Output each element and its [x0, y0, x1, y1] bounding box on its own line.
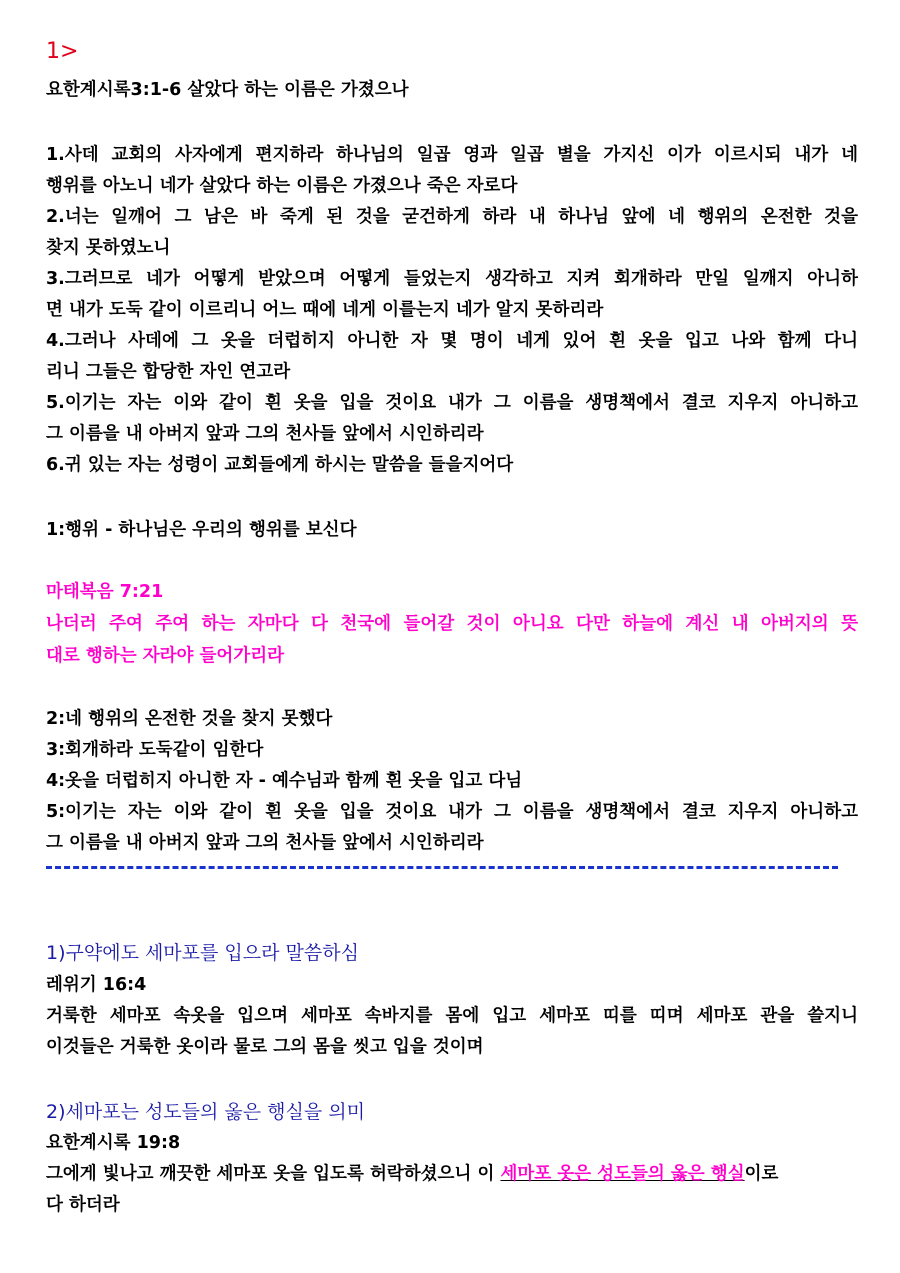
verse-3-line-2: 면 내가 도둑 같이 이르리니 어느 때에 네게 이를는지 네가 알지 못하리라: [46, 300, 604, 320]
verse-6-line-1: 6.귀 있는 자는 성령이 교회들에게 하시는 말씀을 들을지어다: [46, 455, 514, 475]
revelation-reference: 요한계시록 19:8: [46, 1133, 181, 1153]
section-number: 1>: [46, 40, 79, 64]
verse-1-line-2: 행위를 아노니 네가 살았다 하는 이름은 가졌으나 죽은 자로다: [46, 176, 518, 196]
verse-3-line-1: 3.그러므로 네가 어떻게 받았으며 어떻게 들었는지 생각하고 지켜 회개하라 만일 일깨지 아니하: [46, 269, 858, 289]
point-3: 3:회개하라 도둑같이 임한다: [46, 740, 264, 760]
verse-4-line-2: 리니 그들은 합당한 자인 연고라: [46, 362, 291, 382]
leviticus-reference: 레위기 16:4: [46, 975, 147, 995]
point-5-line-1: 5:이기는 자는 이와 같이 흰 옷을 입을 것이요 내가 그 이름을 생명책에서 결코 지우지 아니하고: [46, 802, 858, 822]
point-1: 1:행위 - 하나님은 우리의 행위를 보신다: [46, 520, 357, 540]
verse-5-line-1: 5.이기는 자는 이와 같이 흰 옷을 입을 것이요 내가 그 이름을 생명책에서 결코 지우지 아니하고: [46, 393, 858, 413]
revelation-line-2: 다 하더라: [46, 1195, 120, 1215]
highlighted-phrase: 세마포 옷은 성도들의 옳은 행실: [500, 1164, 745, 1184]
dashed-divider: [46, 866, 838, 869]
verse-1-line-1: 1.사데 교회의 사자에게 편지하라 하나님의 일곱 영과 일곱 별을 가지신 이가 이르시되 내가 네: [46, 145, 858, 165]
matthew-line-1: 나더러 주여 주여 하는 자마다 다 천국에 들어갈 것이 아니요 다만 하늘에 계신 내 아버지의 뜻: [46, 614, 858, 634]
verse-5-line-2: 그 이름을 내 아버지 앞과 그의 천사들 앞에서 시인하리라: [46, 424, 484, 444]
matthew-reference: 마태복음 7:21: [46, 582, 164, 602]
point-4: 4:옷을 더럽히지 아니한 자 - 예수님과 함께 흰 옷을 입고 다님: [46, 771, 523, 791]
revelation-line-1-end: 이로: [744, 1164, 779, 1184]
leviticus-line-1: 거룩한 세마포 속옷을 입으며 세마포 속바지를 몸에 입고 세마포 띠를 띠며 세마포 관을 쓸지니: [46, 1006, 858, 1026]
matthew-line-2: 대로 행하는 자라야 들어가리라: [46, 646, 285, 666]
verse-4-line-1: 4.그러나 사데에 그 옷을 더럽히지 아니한 자 몇 명이 네게 있어 흰 옷을 입고 나와 함께 다니: [46, 331, 858, 351]
revelation-line-1-start: 그에게 빛나고 깨끗한 세마포 옷을 입도록 허락하셨으니 이: [46, 1164, 501, 1184]
passage-title: 요한계시록3:1-6 살았다 하는 이름은 가졌으나: [46, 80, 409, 100]
point-2: 2:네 행위의 온전한 것을 찾지 못했다: [46, 709, 333, 729]
leviticus-line-2: 이것들은 거룩한 옷이라 물로 그의 몸을 씻고 입을 것이며: [46, 1037, 484, 1057]
revelation-line-1: [46, 1162, 858, 1186]
section-2-heading: 2)세마포는 성도들의 옳은 행실을 의미: [46, 1101, 365, 1123]
verse-2-line-2: 찾지 못하였노니: [46, 238, 171, 258]
verse-2-line-1: 2.너는 일깨어 그 남은 바 죽게 된 것을 굳건하게 하라 내 하나님 앞에 네 행위의 온전한 것을: [46, 207, 858, 227]
section-1-heading: 1)구약에도 세마포를 입으라 말씀하심: [46, 942, 359, 964]
point-5-line-2: 그 이름을 내 아버지 앞과 그의 천사들 앞에서 시인하리라: [46, 833, 484, 853]
